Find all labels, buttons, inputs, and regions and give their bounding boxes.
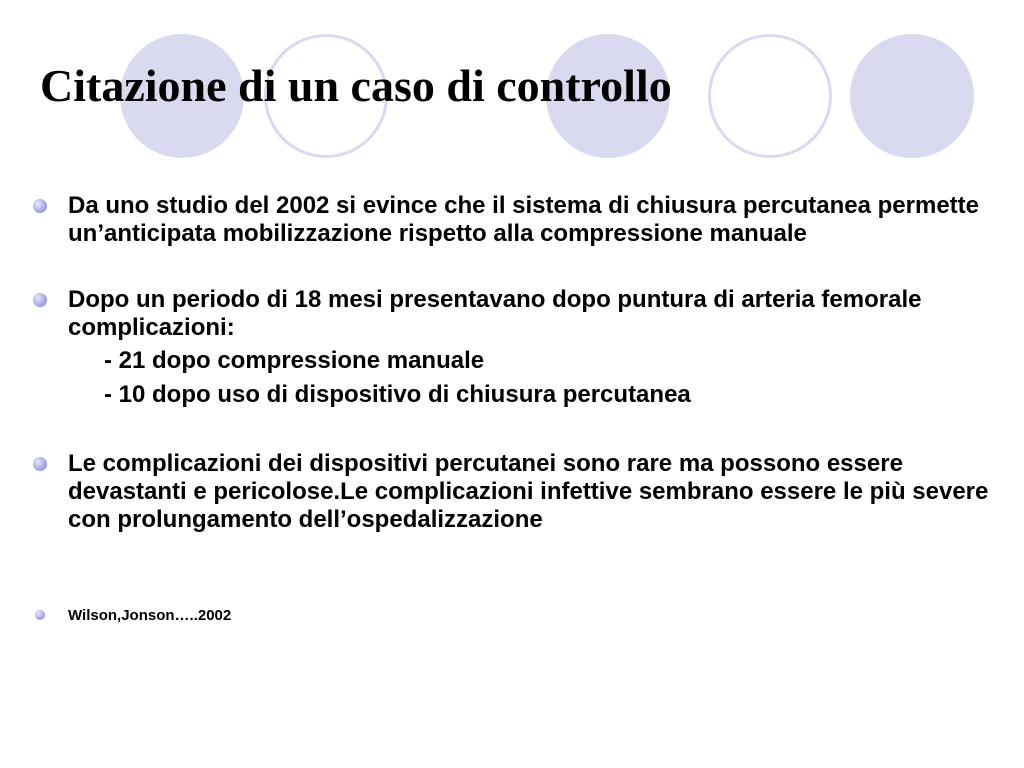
bullet-icon (33, 457, 47, 471)
bullet-text: Dopo un periodo di 18 mesi presentavano dopo puntura di arteria femorale complicazioni: (68, 286, 922, 341)
bullet-icon (33, 199, 47, 213)
bullet-text: Da uno studio del 2002 si evince che il sistema di chiusura percutanea permette un’anticipata mobilizzazione rispetto alla compressione manuale (68, 192, 979, 247)
slide-title: Citazione di un caso di controllo (40, 60, 672, 111)
bullet-icon (35, 610, 45, 620)
citation-text: Wilson,Jonson…..2002 (68, 607, 232, 624)
bullet-item (30, 192, 1010, 248)
slide-body (30, 192, 1010, 626)
bullet-item (30, 286, 1010, 342)
bullet-item (30, 450, 1010, 534)
citation-item (30, 606, 1010, 626)
bullet-text: Le complicazioni dei dispositivi percutanei sono rare ma possono essere devastanti e pericolose.Le complicazioni infettive sembrano essere le più severe con prolungamento dell’ospedalizzazione (68, 450, 989, 533)
bullet-icon (33, 293, 47, 307)
decorative-circle (850, 34, 974, 158)
sub-item: - 10 dopo uso di dispositivo di chiusura percutanea (104, 381, 691, 408)
sub-item: - 21 dopo compressione manuale (104, 347, 485, 374)
decorative-circle (708, 34, 832, 158)
